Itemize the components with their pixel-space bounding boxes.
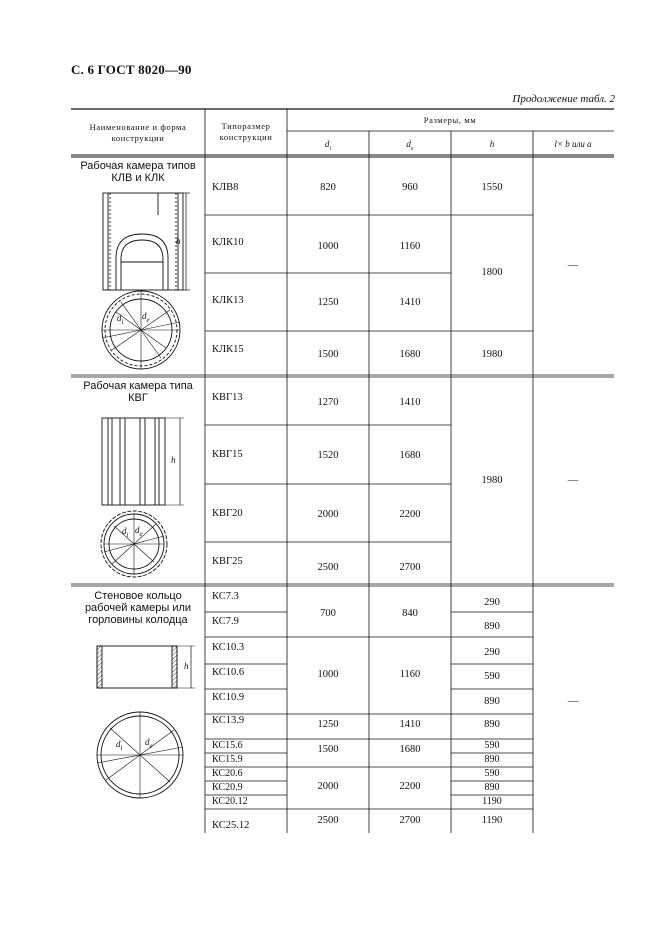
page-header: С. 6 ГОСТ 8020—90 [71, 62, 192, 77]
row-h: 890 [484, 719, 500, 730]
merged-di: 1250 [317, 719, 339, 730]
row-di: 1000 [317, 241, 339, 252]
section-2-h-merged: 1980 [481, 475, 503, 486]
row-type: КС20.9 [212, 782, 243, 793]
drawing-2-outer-diameter-label: $d_e$ [135, 525, 143, 538]
section-1-lb-dash: — [567, 260, 579, 271]
chamber-kvg-plan-view-drawing [101, 511, 167, 577]
row-type: КС20.12 [212, 796, 248, 807]
row-di: 1520 [317, 450, 339, 461]
section-3-name: Стеновое кольцо рабочей камеры или горловины колодца [84, 590, 192, 626]
merged-de: 2700 [399, 815, 421, 826]
row-type: КВГ25 [212, 556, 243, 567]
merged-di: 700 [320, 608, 336, 619]
row-type: КВГ15 [212, 449, 243, 460]
chamber-klv-klk-plan-view-drawing [102, 291, 180, 369]
drawing-3-inner-diameter-label: $d_i$ [116, 739, 123, 752]
row-di: 820 [320, 182, 336, 193]
row-type: КС10.3 [212, 642, 245, 653]
row-h: 890 [484, 754, 500, 765]
merged-de: 2200 [399, 781, 421, 792]
row-de: 2200 [399, 509, 421, 520]
row-h: 290 [484, 647, 500, 658]
row-type: КС10.6 [212, 667, 245, 678]
row-di: 1270 [317, 397, 339, 408]
row-type: КС20.6 [212, 768, 243, 779]
row-h: 890 [484, 696, 500, 707]
row-type: КС13.9 [212, 715, 245, 726]
row-de: 1410 [399, 397, 421, 408]
row-h: 1190 [481, 815, 503, 826]
row-de: 1410 [399, 297, 421, 308]
header-type-column: Типоразмер конструкции [219, 121, 273, 142]
section-2-name: Рабочая камера типа КВГ [83, 380, 193, 404]
row-type: КС10.9 [212, 692, 245, 703]
row-type: КЛК15 [212, 344, 244, 355]
row-h-merged: 1800 [481, 267, 503, 278]
merged-di: 2000 [317, 781, 339, 792]
row-type: КЛВ8 [212, 182, 239, 193]
drawing-1-height-label: h [176, 236, 181, 246]
row-h: 590 [484, 768, 500, 779]
drawing-1-outer-diameter-label: $d_e$ [142, 311, 150, 324]
row-type: КВГ20 [212, 508, 243, 519]
merged-de: 1160 [399, 669, 421, 680]
section-2-lb-dash: — [567, 475, 579, 486]
drawing-3-outer-diameter-label: $d_e$ [145, 737, 153, 750]
merged-de: 1410 [399, 719, 421, 730]
drawing-1-inner-diameter-label: $d_i$ [117, 313, 124, 326]
table-continuation-note: Продолжение табл. 2 [512, 93, 615, 105]
merged-di: 1000 [317, 669, 339, 680]
row-de: 1160 [399, 241, 421, 252]
merged-di: 2500 [317, 815, 339, 826]
header-lb: l× b или a [554, 139, 592, 149]
row-type: КС15.9 [212, 754, 243, 765]
row-type: КС7.9 [212, 616, 239, 627]
row-type: КС15.6 [212, 740, 243, 751]
drawing-2-height-label: h [171, 455, 176, 465]
drawing-2-inner-diameter-label: $d_i$ [122, 526, 129, 539]
header-sizes-column: Размеры, мм [423, 115, 477, 125]
merged-de: 1680 [399, 744, 421, 755]
row-de: 2700 [399, 562, 421, 573]
section-3-lb-dash: — [567, 696, 579, 707]
row-h: 890 [484, 621, 500, 632]
row-type: КС25.12 [212, 820, 250, 831]
row-di: 2500 [317, 562, 339, 573]
header-h: h [489, 139, 495, 149]
row-h: 290 [484, 597, 500, 608]
row-type: КЛК13 [212, 295, 244, 306]
row-type: КВГ13 [212, 392, 243, 403]
header-name-column: Наименование и форма конструкции [89, 122, 187, 143]
row-di: 2000 [317, 509, 339, 520]
row-di: 1500 [317, 349, 339, 360]
row-h: 1980 [481, 349, 503, 360]
merged-de: 840 [402, 608, 418, 619]
drawing-3-height-label: h [184, 661, 189, 671]
row-de: 1680 [399, 349, 421, 360]
row-h: 590 [484, 740, 500, 751]
header-di: $d_i$ [324, 139, 332, 152]
section-1-name: Рабочая камера типов КЛВ и КЛК [80, 160, 196, 184]
wall-ring-plan-view-drawing [97, 712, 183, 798]
row-type: КС7.3 [212, 591, 239, 602]
row-h: 1550 [481, 182, 503, 193]
wall-ring-section-drawing [97, 646, 195, 688]
row-di: 1250 [317, 297, 339, 308]
header-de: $d_e$ [406, 139, 414, 152]
row-h: 590 [484, 671, 500, 682]
row-de: 1680 [399, 450, 421, 461]
row-type: КЛК10 [212, 237, 244, 248]
row-de: 960 [402, 182, 418, 193]
row-h: 1190 [482, 796, 502, 807]
merged-di: 1500 [317, 744, 339, 755]
row-h: 890 [484, 782, 500, 793]
